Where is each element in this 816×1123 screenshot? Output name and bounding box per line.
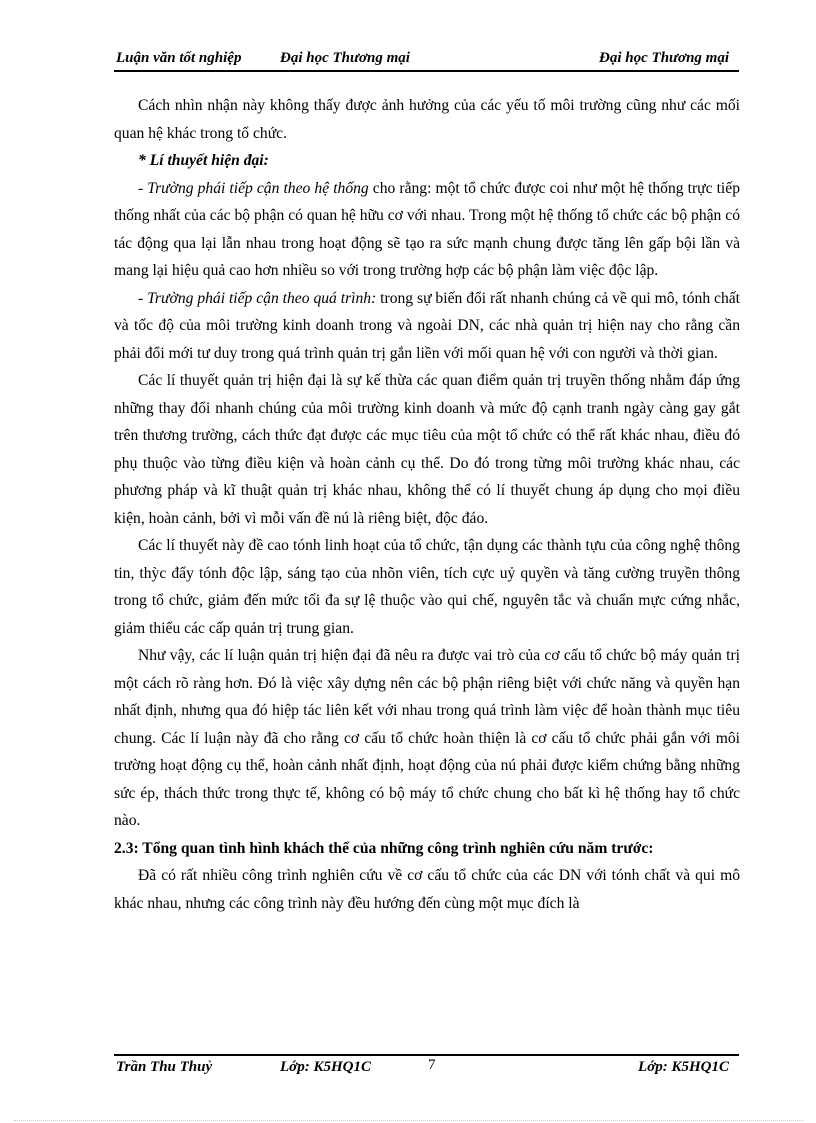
- systems-approach-text: cho rằng: một tổ chức được coi như một hệ thống trực tiếp thống nhất của các bộ phận có quan hệ hữu cơ với nhau. Trong một hệ thống tổ chức các bộ phận có tác động qua lại lẫn nhau trong hoạt động sẽ tạo ra sức mạnh chung được tăng lên gấp bội lần và mang lại hiệu quả cao hơn nhiều so với trong trường hợp các bộ phận làm việc độc lập.: [114, 179, 740, 279]
- paragraph-5: Các lí thuyết quản trị hiện đại là sự kế thừa các quan điểm quản trị truyền thống nhằm đáp ứng những thay đổi nhanh chúng của môi trường kinh doanh và mức độ cạnh tranh ngày càng gay gắt trên thương trường, cách thức đạt được các mục tiêu của một tổ chức có thể rất khác nhau, điều đó phụ thuộc vào từng điều kiện và hoàn cảnh cụ thể. Do đó trong từng môi trường khác nhau, các phương pháp và kĩ thuật quản trị khác nhau, không thể có lí thuyết chung áp dụng cho mọi điều kiện, hoàn cảnh, bởi vì mỗi vấn đề nú là riêng biệt, độc đáo.: [114, 372, 740, 527]
- section-label-modern-theory: [114, 147, 740, 175]
- paragraph-7: Như vậy, các lí luận quản trị hiện đại đã nêu ra được vai trò của cơ cấu tổ chức bộ máy quản trị một cách rõ ràng hơn. Đó là việc xây dựng nên các bộ phận riêng biệt với chức năng và quyền hạn nhất định, nhưng qua đó hiệp tác liên kết với nhau trong quá trình làm việc để hoàn thành mục tiêu chung. Các lí luận này đã cho rằng cơ cấu tổ chức hoàn thiện là cơ cấu tổ chức phải gắn với môi trường hoạt động cụ thể, hoàn cảnh nhất định, hoạt động của nú phải được kiểm chứng bằng những sức ép, thách thức trong thực tế, không có bộ máy tổ chức chung cho bất kì hệ thống hay tổ chức nào.: [114, 647, 740, 829]
- header-university: Đại học Thương mại: [280, 50, 410, 66]
- page-footer: [114, 1054, 739, 1080]
- dash: -: [138, 179, 148, 197]
- footer-author: Trần Thu Thuỷ: [116, 1059, 213, 1075]
- paragraph-8: Đã có rất nhiều công trình nghiên cứu về cơ cấu tổ chức của các DN với tónh chất và qui mô khác nhau, nhưng các công trình này đều hướng đến cùng một mục đích là: [114, 867, 740, 912]
- footer-class: Lớp: K5HQ1C: [280, 1059, 371, 1075]
- paragraph-6: Các lí thuyết này đề cao tónh linh hoạt của tổ chức, tận dụng các thành tựu của công nghệ thông tin, thỳc đẩy tónh độc lập, sáng tạo của nhõn viên, tích cực uỷ quyền và tăng cường truyền thông trong tổ chức, giảm đến mức tối đa sự lệ thuộc vào qui chế, nguyên tắc và chuẩn mực cứng nhắc, giảm thiểu các cấp quản trị trung gian.: [114, 537, 740, 637]
- modern-theory-label: * Lí thuyết hiện đại:: [138, 152, 269, 169]
- paragraph-process-approach: [114, 285, 740, 368]
- section-heading-2-3: 2.3: Tổng quan tình hình khách thể của những công trình nghiên cứu năm trước:: [114, 839, 654, 857]
- document-body: [114, 92, 740, 917]
- systems-approach-term: Trường phái tiếp cận theo hệ thống: [147, 179, 369, 197]
- paragraph-1: Cách nhìn nhận này không thấy được ảnh hưởng của các yếu tố môi trường cũng như các mối quan hệ khác trong tổ chức.: [114, 97, 740, 142]
- dash: -: [138, 289, 148, 307]
- process-approach-text: trong sự biến đổi rất nhanh chúng cả về qui mô, tónh chất và tốc độ của môi trường kinh doanh trong và ngoài DN, các nhà quản trị hiện nay cho rằng cần phải đổi mới tư duy trong quá trình quản trị gắn liền với mối quan hệ với con người và thời gian.: [114, 289, 740, 362]
- header-thesis-label: Luận văn tốt nghiệp: [116, 50, 242, 66]
- header-university-right: Đại học Thương mại: [599, 50, 729, 66]
- page-header: [114, 48, 739, 72]
- page-edge-divider: [14, 1120, 804, 1121]
- paragraph-systems-approach: [114, 175, 740, 285]
- footer-class-right: Lớp: K5HQ1C: [638, 1059, 729, 1075]
- page-number: 7: [428, 1057, 436, 1073]
- process-approach-term: Trường phái tiếp cận theo quá trình:: [147, 289, 377, 307]
